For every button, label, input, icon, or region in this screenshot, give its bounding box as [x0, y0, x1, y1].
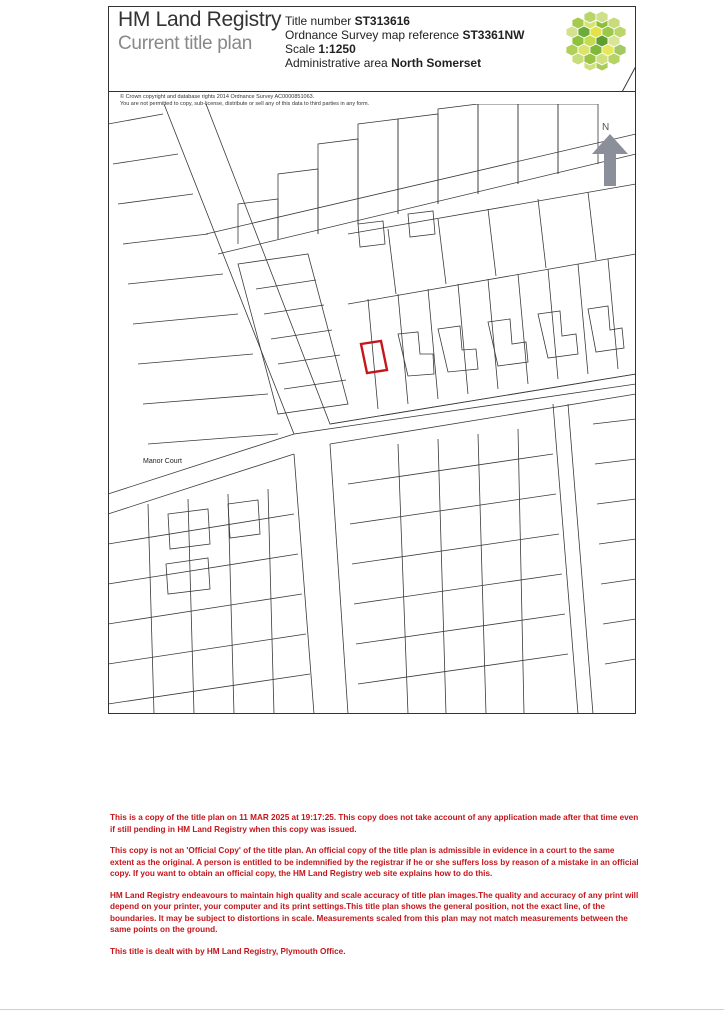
title-number-row: Title number ST313616: [285, 14, 410, 28]
header-corner-cut: [622, 6, 636, 92]
north-arrow-icon: [590, 120, 630, 188]
admin-area-row: Administrative area North Somerset: [285, 56, 482, 70]
scale-value: 1:1250: [318, 42, 356, 56]
copyright-notice: © Crown copyright and database rights 2014 Ordnance Survey AC0000851063. You are not permitted to copy, sub-license, distribute or sell any of this data to third parties in any form.: [120, 94, 370, 107]
os-ref: ST3361NW: [462, 28, 525, 42]
brand-subtitle: Current title plan: [118, 33, 253, 54]
footer-divider: [0, 1009, 724, 1010]
note-accuracy: HM Land Registry endeavours to maintain high quality and scale accuracy of title plan images.The quality and accuracy of any print will depend on your printer, your computer and its print settings.This title plan shows the general position, not the exact line, of the boundaries. It may be subject to distortions in scale. Measurements scaled from this plan may not match measurements between the same points on the ground.: [110, 890, 639, 934]
north-label: N: [602, 122, 610, 133]
hm-land-registry-logo-icon: [560, 10, 626, 74]
title-number: ST313616: [354, 14, 410, 28]
note-office: This title is dealt with by HM Land Registry, Plymouth Office.: [110, 946, 346, 956]
note-copy-date: This is a copy of the title plan on 11 MAR 2025 at 19:17:25. This copy does not take account of any application made after that time even if still pending in HM Land Registry when this copy was issued.: [110, 813, 639, 834]
plan-notes: [110, 812, 640, 967]
ordnance-survey-map: [108, 104, 636, 714]
scale-row: Scale 1:1250: [285, 42, 356, 56]
os-ref-row: Ordnance Survey map reference ST3361NW: [285, 28, 525, 42]
admin-area: North Somerset: [391, 56, 482, 70]
note-official-copy: This copy is not an 'Official Copy' of the title plan. An official copy of the title plan is admissible in evidence in a court to the same extent as the original. A person is entitled to be indemnified by the registrar if he or she suffers loss by reason of a mistake in an official copy. If you want to obtain an official copy, the HM Land Registry web site explains how to do this.: [110, 846, 639, 878]
plan-metadata: [285, 14, 524, 70]
brand-title: HM Land Registry: [118, 8, 282, 31]
place-label-manor-court: Manor Court: [143, 458, 182, 465]
plan-header: [108, 6, 636, 107]
